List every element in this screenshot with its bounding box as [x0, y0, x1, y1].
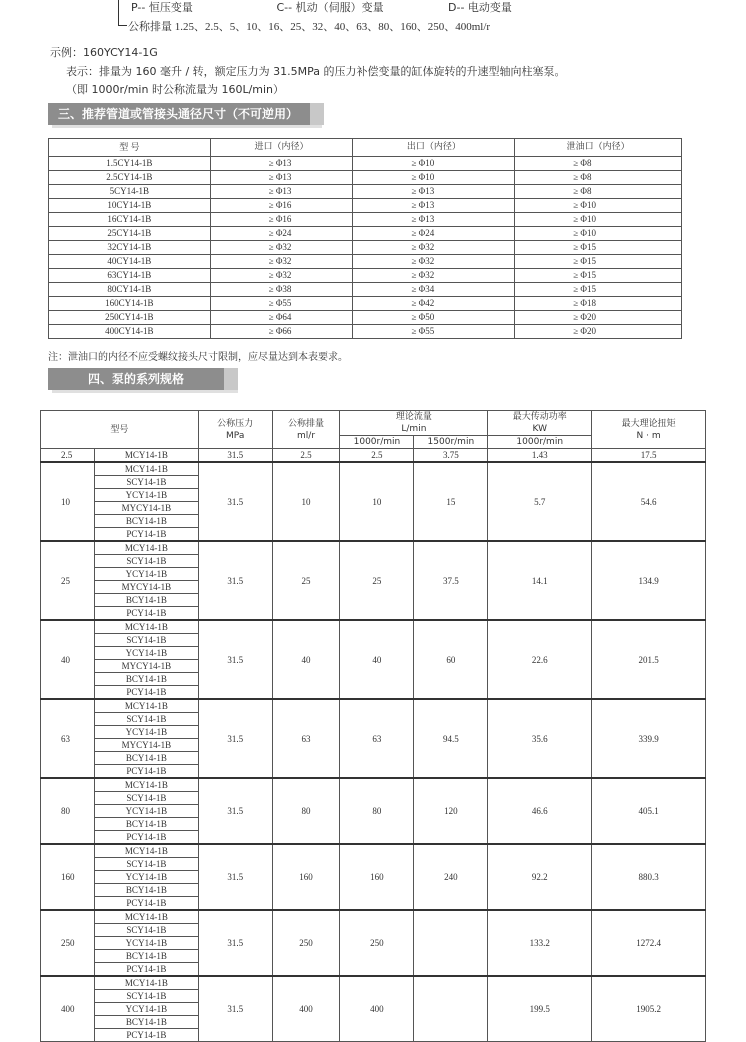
pipe-outlet: ≥ Φ24	[353, 227, 515, 241]
series-model: MCY14-1B	[94, 541, 198, 555]
series-model: MYCY14-1B	[94, 502, 198, 515]
pipe-drain: ≥ Φ10	[515, 227, 682, 241]
pipe-drain: ≥ Φ15	[515, 241, 682, 255]
pipe-table-note: 注：泄油口的内径不应受螺纹接头尺寸限制，应尽量达到本表要求。	[48, 352, 348, 363]
pipe-model: 2.5CY14-1B	[49, 171, 211, 185]
series-pressure: 31.5	[198, 541, 272, 620]
table-row	[41, 910, 706, 924]
pipe-outlet: ≥ Φ32	[353, 269, 515, 283]
series-model: SCY14-1B	[94, 858, 198, 871]
series-flow-1000: 2.5	[340, 449, 414, 463]
series-flow-1000: 80	[340, 778, 414, 844]
pipe-header-outlet: 出口（内径）	[353, 139, 515, 157]
pipe-outlet: ≥ Φ13	[353, 213, 515, 227]
pipe-outlet: ≥ Φ34	[353, 283, 515, 297]
section4-banner	[48, 368, 244, 390]
series-displacement: 80	[272, 778, 340, 844]
series-flow-1000: 10	[340, 462, 414, 541]
series-flow-1500: 15	[414, 462, 488, 541]
table-row	[41, 620, 706, 634]
pipe-outlet: ≥ Φ10	[353, 157, 515, 171]
series-model: PCY14-1B	[94, 528, 198, 542]
series-header-flow: 理论流量 L/min	[340, 411, 488, 436]
series-size: 80	[41, 778, 95, 844]
series-model: PCY14-1B	[94, 963, 198, 977]
series-model: MCY14-1B	[94, 778, 198, 792]
series-model: MCY14-1B	[94, 699, 198, 713]
pipe-model: 25CY14-1B	[49, 227, 211, 241]
series-model: MCY14-1B	[94, 462, 198, 476]
table-row	[49, 325, 682, 339]
series-displacement: 160	[272, 844, 340, 910]
pipe-outlet: ≥ Φ32	[353, 241, 515, 255]
pipe-model: 250CY14-1B	[49, 311, 211, 325]
series-power: 46.6	[488, 778, 592, 844]
series-header-model: 型号	[41, 411, 199, 449]
series-pressure: 31.5	[198, 976, 272, 1042]
series-model: YCY14-1B	[94, 805, 198, 818]
series-size: 160	[41, 844, 95, 910]
series-power: 199.5	[488, 976, 592, 1042]
series-model: YCY14-1B	[94, 726, 198, 739]
pipe-inlet: ≥ Φ32	[210, 241, 353, 255]
pipe-drain: ≥ Φ20	[515, 325, 682, 339]
table-row	[49, 213, 682, 227]
legend-row	[131, 0, 512, 15]
series-displacement: 2.5	[272, 449, 340, 463]
series-flow-1000: 160	[340, 844, 414, 910]
series-model: BCY14-1B	[94, 594, 198, 607]
table-row	[49, 283, 682, 297]
table-row	[49, 185, 682, 199]
series-model: SCY14-1B	[94, 792, 198, 805]
series-size: 63	[41, 699, 95, 778]
series-displacement: 400	[272, 976, 340, 1042]
pipe-inlet: ≥ Φ13	[210, 171, 353, 185]
series-model: MYCY14-1B	[94, 739, 198, 752]
series-power: 22.6	[488, 620, 592, 699]
pipe-model: 40CY14-1B	[49, 255, 211, 269]
pipe-drain: ≥ Φ15	[515, 269, 682, 283]
series-model: PCY14-1B	[94, 831, 198, 845]
pipe-model: 80CY14-1B	[49, 283, 211, 297]
table-row	[41, 699, 706, 713]
series-power: 1.43	[488, 449, 592, 463]
series-header-torque: 最大理论扭矩 N · m	[592, 411, 706, 449]
series-flow-1500: 37.5	[414, 541, 488, 620]
series-flow-1500	[414, 910, 488, 976]
pipe-drain: ≥ Φ8	[515, 185, 682, 199]
series-torque: 339.9	[592, 699, 706, 778]
pipe-outlet: ≥ Φ42	[353, 297, 515, 311]
pipe-inlet: ≥ Φ16	[210, 199, 353, 213]
series-pressure: 31.5	[198, 844, 272, 910]
series-model: PCY14-1B	[94, 607, 198, 621]
series-flow-1500	[414, 976, 488, 1042]
series-model: YCY14-1B	[94, 937, 198, 950]
pipe-outlet: ≥ Φ55	[353, 325, 515, 339]
table-row	[49, 297, 682, 311]
pipe-inlet: ≥ Φ13	[210, 157, 353, 171]
section3-banner	[48, 103, 330, 125]
pipe-inlet: ≥ Φ32	[210, 269, 353, 283]
series-torque: 1272.4	[592, 910, 706, 976]
pipe-outlet: ≥ Φ10	[353, 171, 515, 185]
series-header-power: 最大传动功率 KW	[488, 411, 592, 436]
pipe-inlet: ≥ Φ38	[210, 283, 353, 297]
series-torque: 1905.2	[592, 976, 706, 1042]
pipe-inlet: ≥ Φ16	[210, 213, 353, 227]
series-flow-1000: 63	[340, 699, 414, 778]
series-model: MYCY14-1B	[94, 581, 198, 594]
series-displacement: 40	[272, 620, 340, 699]
pipe-model: 32CY14-1B	[49, 241, 211, 255]
series-size: 40	[41, 620, 95, 699]
pipe-inlet: ≥ Φ55	[210, 297, 353, 311]
pipe-outlet: ≥ Φ50	[353, 311, 515, 325]
series-model: PCY14-1B	[94, 1029, 198, 1042]
example-title: 示例：160YCY14-1G	[50, 46, 158, 59]
pipe-model: 63CY14-1B	[49, 269, 211, 283]
series-power: 35.6	[488, 699, 592, 778]
series-model: BCY14-1B	[94, 1016, 198, 1029]
series-model: SCY14-1B	[94, 713, 198, 726]
series-flow-1500: 240	[414, 844, 488, 910]
series-pressure: 31.5	[198, 910, 272, 976]
series-displacement: 250	[272, 910, 340, 976]
table-row	[49, 171, 682, 185]
pipe-model: 16CY14-1B	[49, 213, 211, 227]
series-pressure: 31.5	[198, 449, 272, 463]
series-size: 25	[41, 541, 95, 620]
table-row	[41, 462, 706, 476]
series-header-displacement: 公称排量 ml/r	[272, 411, 340, 449]
series-header-power-speed: 1000r/min	[488, 436, 592, 449]
pipe-drain: ≥ Φ20	[515, 311, 682, 325]
series-spec-table	[40, 410, 706, 1042]
series-header-flow-1500: 1500r/min	[414, 436, 488, 449]
pipe-header-inlet: 进口（内径）	[210, 139, 353, 157]
series-size: 400	[41, 976, 95, 1042]
table-row	[49, 311, 682, 325]
legend-p: P-- 恒压变量	[131, 1, 193, 14]
series-torque: 405.1	[592, 778, 706, 844]
series-model: SCY14-1B	[94, 990, 198, 1003]
series-model: YCY14-1B	[94, 568, 198, 581]
table-row	[41, 844, 706, 858]
series-model: BCY14-1B	[94, 818, 198, 831]
pipe-model: 5CY14-1B	[49, 185, 211, 199]
pipe-outlet: ≥ Φ32	[353, 255, 515, 269]
series-model: MCY14-1B	[94, 976, 198, 990]
pipe-drain: ≥ Φ15	[515, 255, 682, 269]
series-model: PCY14-1B	[94, 765, 198, 779]
pipe-size-table	[48, 138, 682, 339]
series-torque: 17.5	[592, 449, 706, 463]
series-size: 250	[41, 910, 95, 976]
series-flow-1500: 94.5	[414, 699, 488, 778]
pipe-outlet: ≥ Φ13	[353, 185, 515, 199]
series-pressure: 31.5	[198, 778, 272, 844]
series-size: 2.5	[41, 449, 95, 463]
pipe-drain: ≥ Φ10	[515, 213, 682, 227]
pipe-inlet: ≥ Φ24	[210, 227, 353, 241]
series-flow-1000: 250	[340, 910, 414, 976]
pipe-drain: ≥ Φ8	[515, 171, 682, 185]
series-model: PCY14-1B	[94, 686, 198, 700]
series-header-flow-1000: 1000r/min	[340, 436, 414, 449]
pipe-inlet: ≥ Φ13	[210, 185, 353, 199]
table-row	[49, 227, 682, 241]
series-flow-1000: 25	[340, 541, 414, 620]
pipe-model: 160CY14-1B	[49, 297, 211, 311]
series-size: 10	[41, 462, 95, 541]
series-header-pressure: 公称压力 MPa	[198, 411, 272, 449]
pipe-model: 1.5CY14-1B	[49, 157, 211, 171]
series-model: BCY14-1B	[94, 752, 198, 765]
table-row	[41, 449, 706, 463]
example-note: （即 1000r/min 时公称流量为 160L/min）	[66, 83, 285, 96]
series-flow-1000: 40	[340, 620, 414, 699]
series-torque: 880.3	[592, 844, 706, 910]
legend-d: D-- 电动变量	[448, 1, 512, 14]
pipe-model: 400CY14-1B	[49, 325, 211, 339]
pipe-drain: ≥ Φ8	[515, 157, 682, 171]
table-row	[41, 976, 706, 990]
pipe-drain: ≥ Φ10	[515, 199, 682, 213]
table-row	[49, 241, 682, 255]
series-model: YCY14-1B	[94, 1003, 198, 1016]
series-displacement: 10	[272, 462, 340, 541]
table-row	[49, 157, 682, 171]
series-power: 5.7	[488, 462, 592, 541]
series-model: PCY14-1B	[94, 897, 198, 911]
pipe-model: 10CY14-1B	[49, 199, 211, 213]
series-model: YCY14-1B	[94, 489, 198, 502]
series-torque: 201.5	[592, 620, 706, 699]
legend-bracket	[118, 0, 127, 26]
table-row	[41, 778, 706, 792]
table-row	[49, 199, 682, 213]
pipe-inlet: ≥ Φ66	[210, 325, 353, 339]
pipe-drain: ≥ Φ18	[515, 297, 682, 311]
series-power: 14.1	[488, 541, 592, 620]
series-flow-1500: 60	[414, 620, 488, 699]
example-desc: 表示：排量为 160 毫升 / 转，额定压力为 31.5MPa 的压力补偿变量的缸体旋转的升速型轴向柱塞泵。	[66, 65, 566, 78]
series-model: MYCY14-1B	[94, 660, 198, 673]
series-model: BCY14-1B	[94, 950, 198, 963]
series-model: SCY14-1B	[94, 924, 198, 937]
series-model: MCY14-1B	[94, 449, 198, 463]
series-model: SCY14-1B	[94, 634, 198, 647]
pipe-inlet: ≥ Φ32	[210, 255, 353, 269]
table-row	[41, 541, 706, 555]
series-flow-1500: 3.75	[414, 449, 488, 463]
series-model: YCY14-1B	[94, 871, 198, 884]
series-pressure: 31.5	[198, 699, 272, 778]
series-flow-1000: 400	[340, 976, 414, 1042]
pipe-drain: ≥ Φ15	[515, 283, 682, 297]
series-model: BCY14-1B	[94, 673, 198, 686]
pipe-header-drain: 泄油口（内径）	[515, 139, 682, 157]
series-pressure: 31.5	[198, 462, 272, 541]
legend-c: C-- 机动（伺服）变量	[276, 1, 384, 14]
pipe-inlet: ≥ Φ64	[210, 311, 353, 325]
table-row	[49, 255, 682, 269]
series-power: 92.2	[488, 844, 592, 910]
series-torque: 134.9	[592, 541, 706, 620]
series-displacement: 63	[272, 699, 340, 778]
series-model: MCY14-1B	[94, 620, 198, 634]
pipe-header-model: 型 号	[49, 139, 211, 157]
series-model: MCY14-1B	[94, 910, 198, 924]
section4-title: 四、泵的系列规格	[88, 372, 185, 386]
pipe-table-header	[49, 139, 682, 157]
series-model: BCY14-1B	[94, 884, 198, 897]
pipe-outlet: ≥ Φ13	[353, 199, 515, 213]
series-pressure: 31.5	[198, 620, 272, 699]
series-model: SCY14-1B	[94, 476, 198, 489]
series-model: MCY14-1B	[94, 844, 198, 858]
series-flow-1500: 120	[414, 778, 488, 844]
series-power: 133.2	[488, 910, 592, 976]
series-model: SCY14-1B	[94, 555, 198, 568]
legend-displacement: 公称排量 1.25、2.5、5、10、16、25、32、40、63、80、160、250、400ml/r	[128, 21, 491, 33]
series-model: YCY14-1B	[94, 647, 198, 660]
series-displacement: 25	[272, 541, 340, 620]
series-torque: 54.6	[592, 462, 706, 541]
section3-title: 三、推荐管道或管接头通径尺寸（不可逆用）	[58, 107, 299, 121]
table-row	[49, 269, 682, 283]
series-model: BCY14-1B	[94, 515, 198, 528]
